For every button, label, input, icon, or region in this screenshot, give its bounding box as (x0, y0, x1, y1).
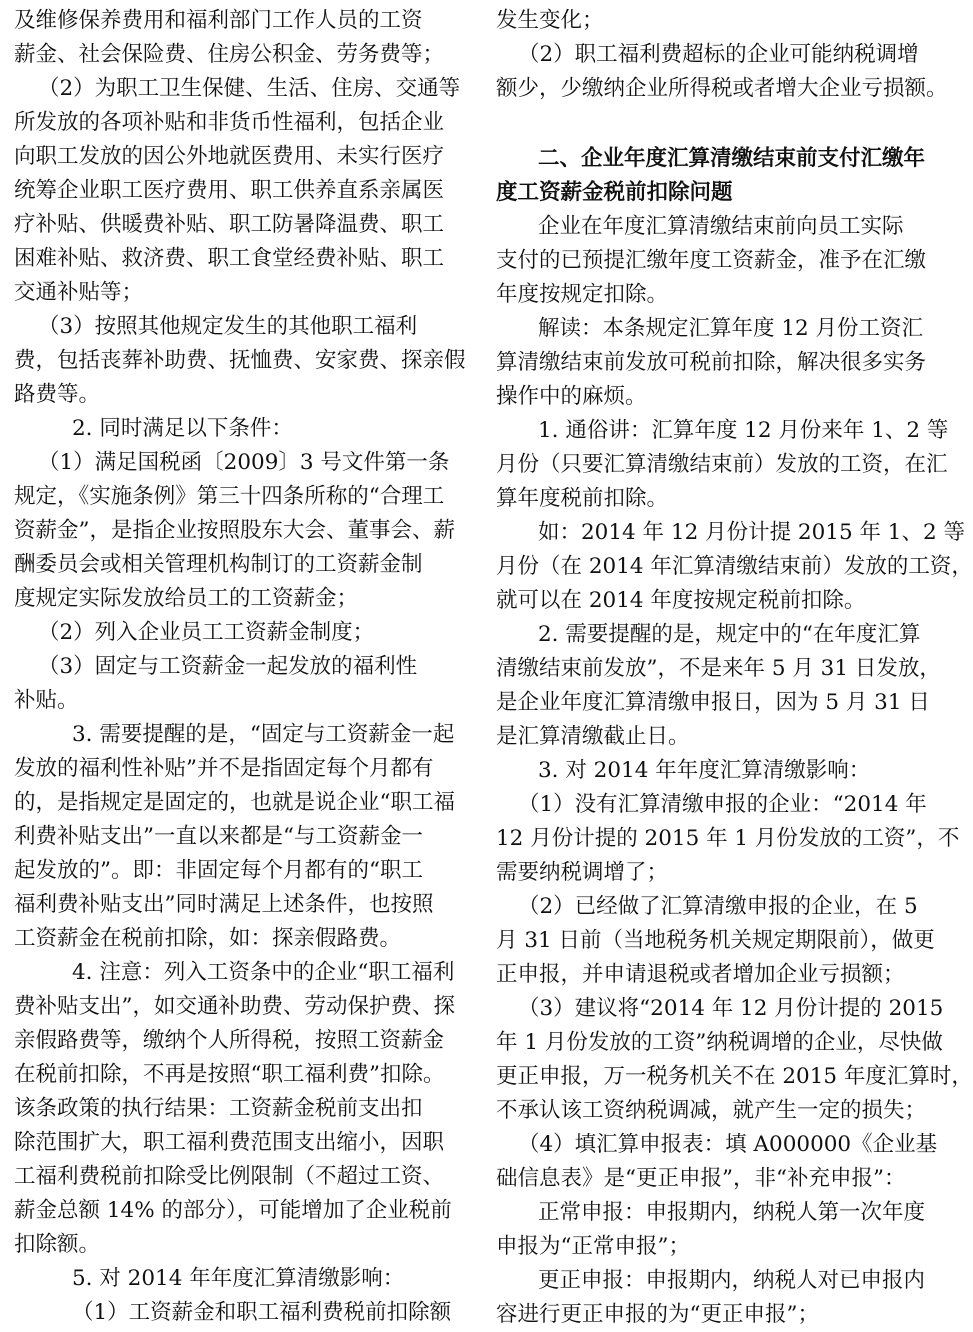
text-line: 度规定实际发放给员工的工资薪金； (14, 586, 359, 611)
text-line: 12 月份计提的 2015 年 1 月份发放的工资”，不 (496, 826, 960, 851)
right-column (496, 4, 973, 1332)
text-line: 1. 通俗讲：汇算年度 12 月份来年 1、2 等 (538, 418, 949, 443)
text-line: 年 1 月份发放的工资”纳税调增的企业，尽快做 (496, 1030, 943, 1055)
text-line: 工资薪金在税前扣除，如：探亲假路费。 (14, 926, 402, 951)
text-line: 的，是指规定是固定的，也就是说企业“职工福 (14, 790, 455, 815)
text-line: （1）没有汇算清缴申报的企业：“2014 年 (518, 792, 927, 817)
text-line: 4. 注意：列入工资条中的企业“职工福利 (72, 960, 455, 985)
text-line: 费，包括丧葬补助费、抚恤费、安家费、探亲假 (14, 348, 466, 373)
text-line: 操作中的麻烦。 (496, 384, 647, 409)
text-line: 酬委员会或相关管理机构制订的工资薪金制 (14, 552, 423, 577)
text-line: 向职工发放的因公外地就医费用、未实行医疗 (14, 144, 445, 169)
text-line: 薪金、社会保险费、住房公积金、劳务费等； (14, 42, 445, 67)
text-line: 规定，《实施条例》第三十四条所称的“合理工 (14, 484, 445, 509)
text-line: 需要纳税调增了； (496, 860, 669, 885)
text-line: 发放的福利性补贴”并不是指固定每个月都有 (14, 756, 434, 781)
text-line: 亲假路费等，缴纳个人所得税，按照工资薪金 (14, 1028, 445, 1053)
text-line: 就可以在 2014 年度按规定税前扣除。 (496, 588, 866, 613)
text-line: （1）工资薪金和职工福利费税前扣除额 (72, 1300, 452, 1325)
text-line: 清缴结束前发放”，不是来年 5 月 31 日发放， (496, 656, 941, 681)
text-line: 算清缴结束前发放可税前扣除，解决很多实务 (496, 350, 927, 375)
text-line: 正申报，并申请退税或者增加企业亏损额； (496, 962, 905, 987)
text-line: 所发放的各项补贴和非货币性福利，包括企业 (14, 110, 445, 135)
text-line: 该条政策的执行结果：工资薪金税前支出扣 (14, 1096, 423, 1121)
text-line: 福利费补贴支出”同时满足上述条件，也按照 (14, 892, 434, 917)
text-line: 资薪金”，是指企业按照股东大会、董事会、薪 (14, 518, 455, 543)
text-line: 础信息表》是“更正申报”，非“补充申报”： (496, 1166, 906, 1191)
text-line: 月份（只要汇算清缴结束前）发放的工资，在汇 (496, 452, 948, 477)
text-line: 是汇算清缴截止日。 (496, 724, 690, 749)
text-line: 月份（在 2014 年汇算清缴结束前）发放的工资， (496, 554, 973, 579)
text-line: 3. 对 2014 年年度汇算清缴影响： (538, 758, 871, 783)
text-line: 5. 对 2014 年年度汇算清缴影响： (72, 1266, 405, 1291)
text-line: 是企业年度汇算清缴申报日，因为 5 月 31 日 (496, 690, 930, 715)
text-line: 补贴。 (14, 688, 79, 713)
text-line: （2）已经做了汇算清缴申报的企业，在 5 (518, 894, 918, 919)
text-line: 2. 同时满足以下条件： (72, 416, 293, 441)
text-line: 发生变化； (496, 8, 604, 33)
section-heading: 二、企业年度汇算清缴结束前支付汇缴年 (538, 146, 926, 171)
text-line: 利费补贴支出”一直以来都是“与工资薪金一 (14, 824, 423, 849)
text-line: 统筹企业职工医疗费用、职工供养直系亲属医 (14, 178, 445, 203)
text-line: 起发放的”。即：非固定每个月都有的“职工 (14, 858, 423, 883)
text-line: （4）填汇算申报表：填 A000000《企业基 (518, 1132, 938, 1157)
text-line: 2. 需要提醒的是，规定中的“在年度汇算 (538, 622, 921, 647)
text-line: 更正申报：申报期内，纳税人对已申报内 (538, 1268, 926, 1293)
text-line: 更正申报，万一税务机关不在 2015 年度汇算时， (496, 1064, 973, 1089)
text-line: （2）职工福利费超标的企业可能纳税调增 (518, 42, 919, 67)
text-line: （3）按照其他规定发生的其他职工福利 (38, 314, 418, 339)
text-line: 及维修保养费用和福利部门工作人员的工资 (14, 8, 423, 33)
text-line: 解读：本条规定汇算年度 12 月份工资汇 (538, 316, 924, 341)
text-line: 疗补贴、供暖费补贴、职工防暑降温费、职工 (14, 212, 445, 237)
text-line: 扣除额。 (14, 1232, 101, 1257)
text-line: 申报为“正常申报”； (496, 1234, 690, 1259)
text-line: （2）列入企业员工工资薪金制度； (38, 620, 375, 645)
text-line: 支付的已预提汇缴年度工资薪金，准予在汇缴 (496, 248, 927, 273)
text-line: 正常申报：申报期内，纳税人第一次年度 (538, 1200, 926, 1225)
text-line: 路费等。 (14, 382, 101, 407)
text-line: 算年度税前扣除。 (496, 486, 669, 511)
text-line: 年度按规定扣除。 (496, 282, 669, 307)
text-line: 额少，少缴纳企业所得税或者增大企业亏损额。 (496, 76, 948, 101)
text-line: 交通补贴等； (14, 280, 144, 305)
text-line: 容进行更正申报的为“更正申报”； (496, 1302, 819, 1327)
text-line: 3. 需要提醒的是，“固定与工资薪金一起 (72, 722, 455, 747)
text-line: 薪金总额 14% 的部分），可能增加了企业税前 (14, 1198, 452, 1223)
text-line: 企业在年度汇算清缴结束前向员工实际 (538, 214, 904, 239)
text-line: 除范围扩大，职工福利费范围支出缩小，因职 (14, 1130, 445, 1155)
text-line: 月 31 日前（当地税务机关规定期限前），做更 (496, 928, 935, 953)
left-column (14, 4, 466, 1330)
text-line: 不承认该工资纳税调减，就产生一定的损失； (496, 1098, 927, 1123)
text-line: 工福利费税前扣除受比例限制（不超过工资、 (14, 1164, 445, 1189)
text-line: （3）固定与工资薪金一起发放的福利性 (38, 654, 418, 679)
text-line: 如：2014 年 12 月份计提 2015 年 1、2 等 (538, 520, 965, 545)
text-line: 困难补贴、救济费、职工食堂经费补贴、职工 (14, 246, 445, 271)
section-heading: 度工资薪金税前扣除问题 (496, 180, 733, 205)
text-line: （2）为职工卫生保健、生活、住房、交通等 (38, 76, 461, 101)
text-line: （3）建议将“2014 年 12 月份计提的 2015 (518, 996, 944, 1021)
text-line: 费补贴支出”，如交通补助费、劳动保护费、探 (14, 994, 455, 1019)
text-line: （1）满足国税函〔2009〕3 号文件第一条 (38, 450, 450, 475)
text-line: 在税前扣除，不再是按照“职工福利费”扣除。 (14, 1062, 445, 1087)
